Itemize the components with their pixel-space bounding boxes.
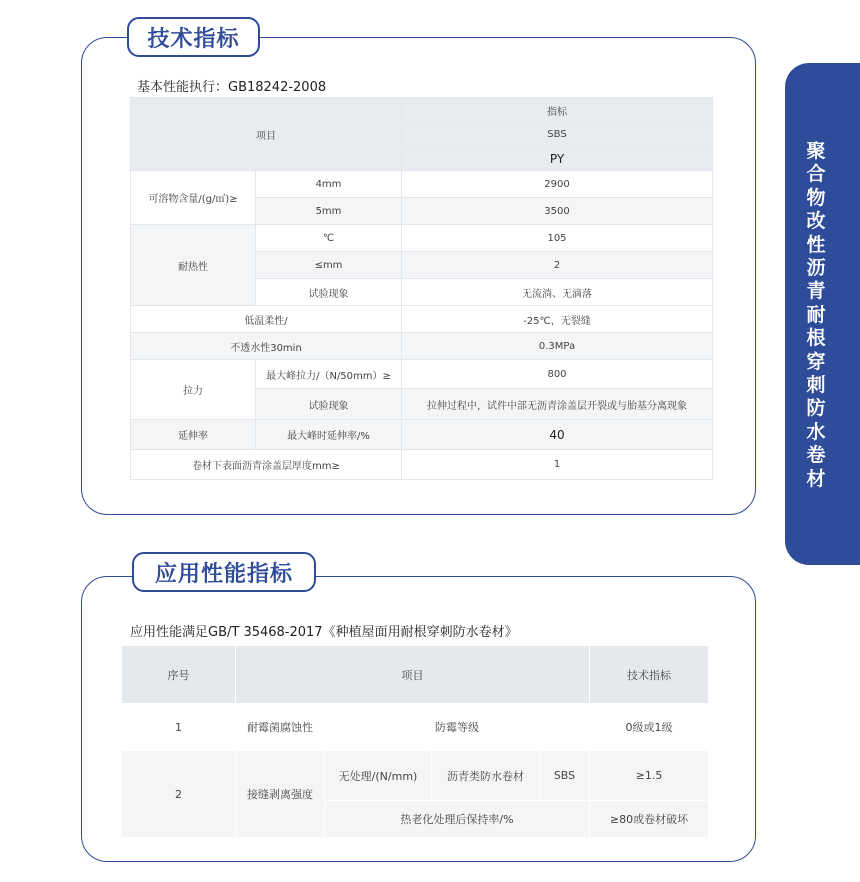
app-header-item: 项目 [236,646,590,704]
app-row2-sub2: 沥青类防水卷材 [432,751,540,801]
app-row2-spec2: ≥80或卷材破坏 [590,801,709,838]
header-type: SBS [402,123,713,147]
soluble-4-label: 4mm [256,171,402,198]
water-value: 0.3MPa [402,333,713,360]
header-subtype: PY [402,147,713,171]
app-row2-sub4: 热老化处理后保持率/% [325,801,590,838]
coat-label: 卷材下表面沥青涂盖层厚度mm≥ [131,450,402,480]
elong-sub-label: 最大峰时延伸率/% [256,420,402,450]
app-row2-item: 接缝剥离强度 [236,751,325,838]
coat-value: 1 [402,450,713,480]
soluble-4-value: 2900 [402,171,713,198]
tensile-test-label: 试验现象 [256,389,402,420]
soluble-5-value: 3500 [402,198,713,225]
elong-label: 延伸率 [131,420,256,450]
heat-label: 耐热性 [131,225,256,306]
application-caption: 应用性能满足GB/T 35468-2017《种植屋面用耐根穿刺防水卷材》 [130,625,518,640]
app-row2-no: 2 [122,751,236,838]
tech-spec-table [130,97,713,480]
soluble-label: 可溶物含量/(g/㎡)≥ [131,171,256,225]
app-row1-item: 耐霉菌腐蚀性 [236,704,325,751]
app-row2-sub3: SBS [540,751,590,801]
tensile-max-value: 800 [402,360,713,389]
application-table [121,645,709,838]
app-row2-spec1: ≥1.5 [590,751,709,801]
heat-test-value: 无流淌、无滴落 [402,279,713,306]
app-header-no: 序号 [122,646,236,704]
tensile-label: 拉力 [131,360,256,420]
header-indicator: 指标 [402,98,713,123]
heat-mm-value: 2 [402,252,713,279]
lowtemp-label: 低温柔性/ [131,306,402,333]
tech-spec-caption: 基本性能执行：GB18242-2008 [137,80,327,95]
app-row1-spec: 0级或1级 [590,704,709,751]
heat-mm-label: ≤mm [256,252,402,279]
header-item: 项目 [131,98,402,171]
soluble-5-label: 5mm [256,198,402,225]
elong-value: 40 [402,420,713,450]
tensile-max-label: 最大峰拉力/（N/50mm）≥ [256,360,402,389]
tensile-test-value: 拉伸过程中，试件中部无沥青涂盖层开裂或与胎基分离现象 [402,389,713,420]
app-header-spec: 技术指标 [590,646,709,704]
app-row1-no: 1 [122,704,236,751]
app-row1-sub: 防霉等级 [325,704,590,751]
lowtemp-value: -25℃，无裂缝 [402,306,713,333]
heat-test-label: 试验现象 [256,279,402,306]
heat-temp-value: 105 [402,225,713,252]
heat-temp-label: ℃ [256,225,402,252]
tech-spec-tab: 技术指标 [127,17,260,57]
side-title: 聚合物改性沥青耐根穿刺防水卷材 [806,140,826,490]
application-tab: 应用性能指标 [132,552,316,592]
app-row2-sub1: 无处理/(N/mm) [325,751,432,801]
water-label: 不透水性30min [131,333,402,360]
